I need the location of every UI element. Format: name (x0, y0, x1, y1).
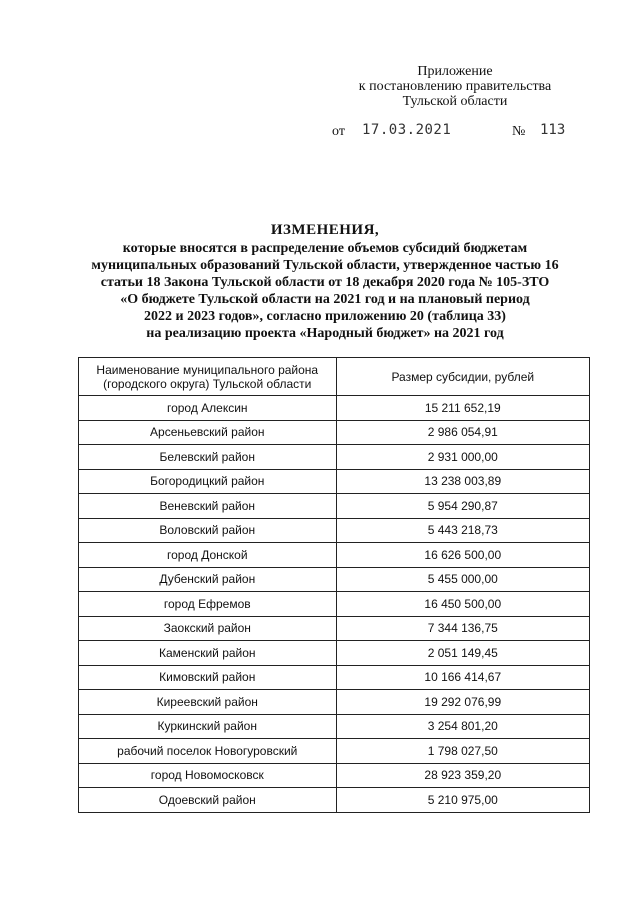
column-header-municipality: Наименование муниципального района (городского округа) Тульской области (79, 358, 337, 396)
table-row (79, 543, 590, 568)
table-row (79, 788, 590, 813)
subsidy-amount-cell: 5 455 000,00 (336, 567, 589, 592)
table-row (79, 616, 590, 641)
subsidy-amount-cell: 2 986 054,91 (336, 420, 589, 445)
subsidy-amount-cell: 28 923 359,20 (336, 763, 589, 788)
subsidy-amount-cell: 2 931 000,00 (336, 445, 589, 470)
appendix-header (330, 64, 580, 109)
subsidy-table (78, 357, 590, 813)
municipality-name-cell: Воловский район (79, 518, 337, 543)
table-row (79, 469, 590, 494)
table-row (79, 714, 590, 739)
municipality-name-cell: город Ефремов (79, 592, 337, 617)
municipality-name-cell: Арсеньевский район (79, 420, 337, 445)
table-row (79, 763, 590, 788)
subsidy-amount-cell: 5 443 218,73 (336, 518, 589, 543)
table-row (79, 641, 590, 666)
municipality-name-cell: Куркинский район (79, 714, 337, 739)
municipality-name-cell: город Донской (79, 543, 337, 568)
title-line: которые вносятся в распределение объемов субсидий бюджетам (122, 241, 528, 256)
table-row (79, 494, 590, 519)
appendix-line-2: к постановлению правительства (358, 79, 552, 94)
table-header-row (79, 358, 590, 396)
number-label: № (512, 124, 526, 139)
municipality-name-cell: Одоевский район (79, 788, 337, 813)
table-row (79, 396, 590, 421)
municipality-name-cell: Киреевский район (79, 690, 337, 715)
subsidy-amount-cell: 13 238 003,89 (336, 469, 589, 494)
subsidy-amount-cell: 5 954 290,87 (336, 494, 589, 519)
subsidy-amount-cell: 7 344 136,75 (336, 616, 589, 641)
municipality-name-cell: Кимовский район (79, 665, 337, 690)
title-line: «О бюджете Тульской области на 2021 год и на плановый период (120, 292, 530, 307)
subsidy-amount-cell: 16 450 500,00 (336, 592, 589, 617)
subsidy-amount-cell: 10 166 414,67 (336, 665, 589, 690)
document-number: 113 (540, 122, 566, 138)
column-header-amount: Размер субсидии, рублей (336, 358, 589, 396)
table-row (79, 739, 590, 764)
municipality-name-cell: Белевский район (79, 445, 337, 470)
subsidy-amount-cell: 1 798 027,50 (336, 739, 589, 764)
municipality-name-cell: Богородицкий район (79, 469, 337, 494)
subsidy-amount-cell: 15 211 652,19 (336, 396, 589, 421)
table-row (79, 518, 590, 543)
subsidy-amount-cell: 19 292 076,99 (336, 690, 589, 715)
document-reference (332, 122, 592, 142)
table-row (79, 420, 590, 445)
municipality-name-cell: Заокский район (79, 616, 337, 641)
table-row (79, 445, 590, 470)
title-line: муниципальных образований Тульской области, утвержденное частью 16 (91, 258, 559, 273)
subsidy-amount-cell: 3 254 801,20 (336, 714, 589, 739)
table-body (79, 396, 590, 813)
table-row (79, 665, 590, 690)
municipality-name-cell: Дубенский район (79, 567, 337, 592)
title-main: ИЗМЕНЕНИЯ, (270, 222, 380, 238)
municipality-name-cell: город Новомосковск (79, 763, 337, 788)
appendix-line-3: Тульской области (402, 94, 508, 109)
document-date: 17.03.2021 (362, 122, 452, 138)
date-label: от (332, 124, 345, 139)
title-line: на реализацию проекта «Народный бюджет» на 2021 год (146, 326, 504, 341)
subsidy-amount-cell: 16 626 500,00 (336, 543, 589, 568)
table-row (79, 592, 590, 617)
appendix-line-1: Приложение (417, 64, 493, 79)
table-row (79, 567, 590, 592)
title-line: 2022 и 2023 годов», согласно приложению 20 (таблица 33) (144, 309, 506, 324)
municipality-name-cell: рабочий поселок Новогуровский (79, 739, 337, 764)
municipality-name-cell: город Алексин (79, 396, 337, 421)
table-row (79, 690, 590, 715)
municipality-name-cell: Веневский район (79, 494, 337, 519)
title-line: статьи 18 Закона Тульской области от 18 декабря 2020 года № 105-ЗТО (100, 275, 550, 290)
municipality-name-cell: Каменский район (79, 641, 337, 666)
document-title (80, 222, 570, 342)
subsidy-amount-cell: 5 210 975,00 (336, 788, 589, 813)
subsidy-amount-cell: 2 051 149,45 (336, 641, 589, 666)
